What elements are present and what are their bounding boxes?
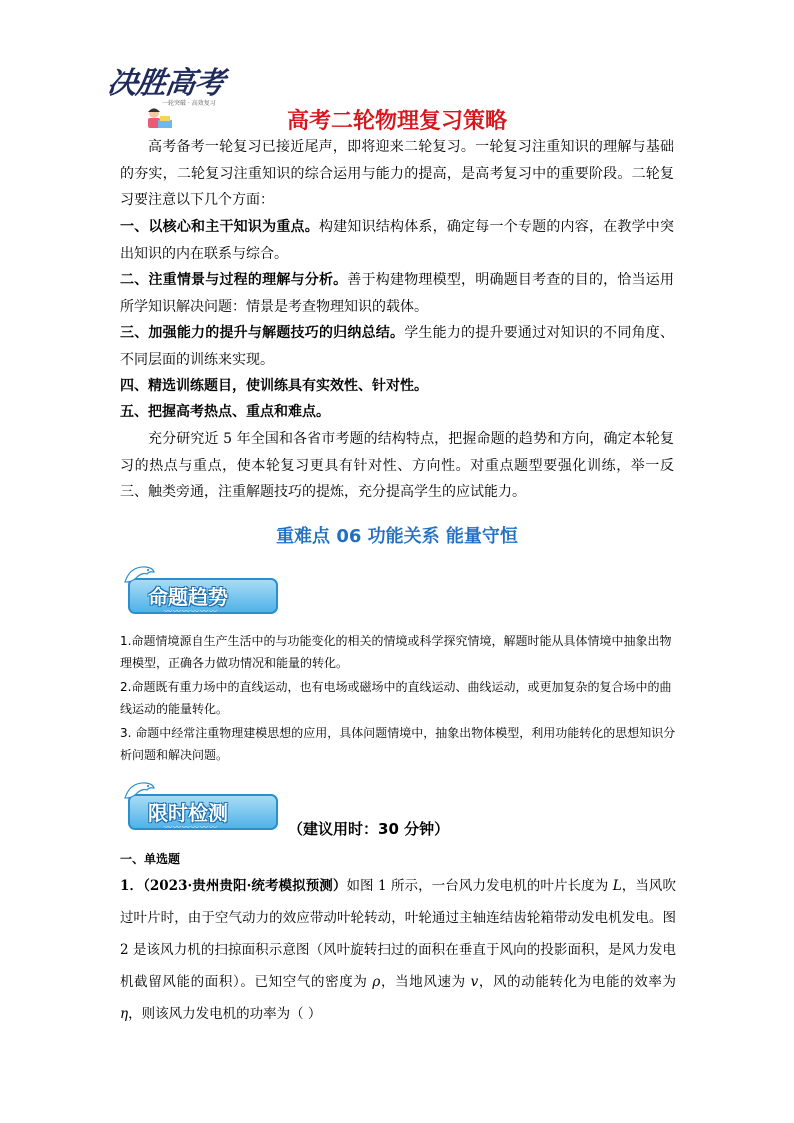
point-3 [120,320,674,373]
trend-item-2: 2.命题既有重力场中的直线运动，也有电场或磁场中的直线运动、曲线运动，或更加复杂的复合场中的曲线运动的能量转化。 [120,680,672,716]
point-2-heading: 二、注重情景与过程的理解与分析。 [120,272,348,288]
point-1 [120,214,674,267]
var-rho: ρ [372,974,381,990]
wave-decoration-icon: 〰〰〰〰〰〰 [164,823,218,832]
point-2 [120,267,674,320]
question-text-d: ，风的动能转化为电能的效率为 [478,974,677,990]
question-text-c: ，当地风速为 [380,974,471,990]
var-v: v [470,974,479,990]
point-2-text: 善于构建物理模型，明确题目考查的目的，恰当运用所学知识解决问题：情景是考查物理知识的载体。 [120,272,675,315]
point-5-heading: 五、把握高考热点、重点和难点。 [120,404,330,420]
point-4-heading: 四、精选训练题目，使训练具有实效性、针对性。 [120,378,428,394]
section-title: 重难点 06 功能关系 能量守恒 [276,526,518,547]
question-text-e: ，则该风力发电机的功率为（ ） [128,1006,322,1022]
question-number: 1． [120,878,144,894]
question-1 [120,870,676,1030]
question-section-heading: 一、单选题 [120,852,181,866]
trend-banner [124,566,280,614]
conclusion-paragraph: 充分研究近 5 年全国和各省市考题的结构特点，把握命题的趋势和方向，确定本轮复习的热点与重点，使本轮复习更具有针对性、方向性。对重点题型要强化训练，举一反三、触类旁通，注重解题技巧的提炼，充分提高学生的应试能力。 [120,431,674,500]
logo-text: 决胜高考 [105,66,226,101]
trend-banner-label: 命题趋势 [148,585,228,609]
test-banner [124,782,280,830]
question-text-b: ，当风吹过叶片时，由于空气动力的效应带动叶轮转动，叶轮通过主轴连结齿轮箱带动发电机发电。图 2 是该风力机的扫掠面积示意图（风叶旋转扫过的面积在垂直于风向的投影面积，是风力发电机截留风能的面积）。已知空气的密度为 [120,878,676,990]
point-1-text: 构建知识结构体系，确定每一个专题的内容，在教学中突出知识的内在联系与综合。 [120,219,675,262]
question-text-a: 如图 1 所示，一台风力发电机的叶片长度为 [346,878,613,894]
point-5 [120,399,674,426]
point-3-text: 学生能力的提升要通过对知识的不同角度、不同层面的训练来实现。 [120,325,675,368]
wave-decoration-icon: 〰〰〰〰〰〰 [164,607,218,616]
logo-subtitle: 一轮突破 · 高效复习 [162,100,216,107]
point-4 [120,373,674,400]
trend-item-1: 1.命题情境源自生产生活中的与功能变化的相关的情境或科学探究情境，解题时能从具体情境中抽象出物理模型，正确各力做功情况和能量的转化。 [120,634,672,670]
trend-item-3: 3. 命题中经常注重物理建模思想的应用，具体问题情境中，抽象出物体模型，利用功能转化的思想知识分析问题和解决问题。 [120,726,676,762]
intro-paragraph: 高考备考一轮复习已接近尾声，即将迎来二轮复习。一轮复习注重知识的理解与基础的夯实，二轮复习注重知识的综合运用与能力的提高，是高考复习中的重要阶段。二轮复习要注意以下几个方面： [120,139,674,208]
suggested-time: （建议用时：30 分钟） [288,820,450,838]
point-3-heading: 三、加强能力的提升与解题技巧的归纳总结。 [120,325,405,341]
var-L: L [612,878,622,894]
test-banner-label: 限时检测 [148,801,228,825]
var-eta: η [120,1006,129,1022]
page-title: 高考二轮物理复习策略 [286,109,507,134]
point-1-heading: 一、以核心和主干知识为重点。 [120,219,319,235]
question-source: （2023·贵州贵阳·统考模拟预测） [143,878,347,894]
